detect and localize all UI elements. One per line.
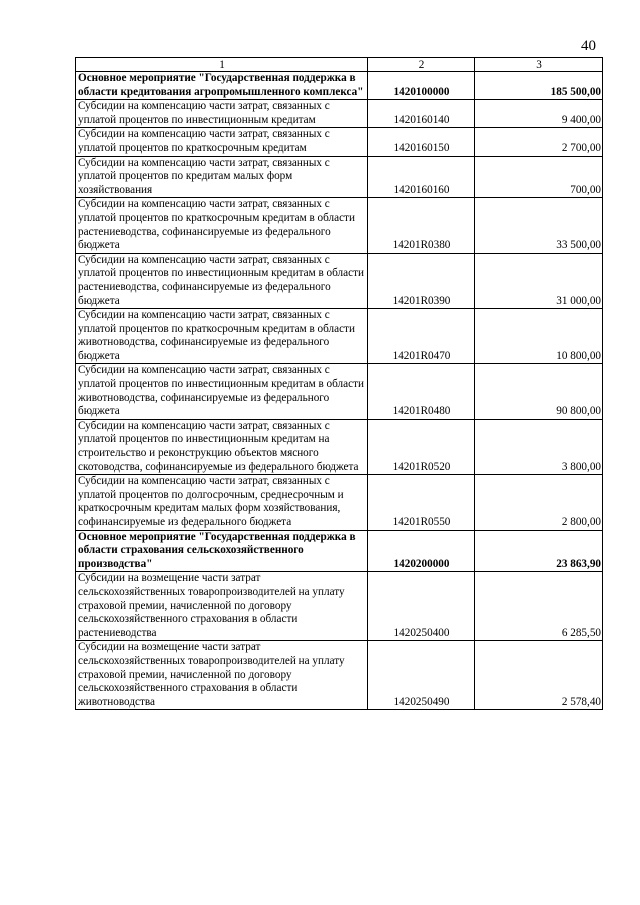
column-header-1: 1	[76, 58, 368, 72]
row-description: Субсидии на компенсацию части затрат, связанных с уплатой процентов по кредитам малых форм хозяйствования	[76, 156, 368, 198]
table-row	[76, 641, 603, 710]
row-code: 14201R0520	[368, 419, 475, 474]
header-row	[76, 58, 603, 72]
table-body	[76, 72, 603, 710]
row-description: Субсидии на компенсацию части затрат, связанных с уплатой процентов по краткосрочным кредитам в области растениеводства, софинансируемые из федерального бюджета	[76, 198, 368, 253]
row-amount: 2 800,00	[475, 475, 603, 530]
row-code: 1420200000	[368, 530, 475, 572]
table-row	[76, 475, 603, 530]
table-row	[76, 253, 603, 308]
row-code: 1420250490	[368, 641, 475, 710]
row-description: Основное мероприятие "Государственная поддержка в области кредитования агропромышленного комплекса"	[76, 72, 368, 100]
row-code: 1420160160	[368, 156, 475, 198]
row-amount: 10 800,00	[475, 309, 603, 364]
row-code: 14201R0480	[368, 364, 475, 419]
table-row	[76, 72, 603, 100]
row-description: Субсидии на компенсацию части затрат, связанных с уплатой процентов по инвестиционным кредитам на строительство и реконструкцию объектов мясного скотоводства, софинансируемые из федерального бюджета	[76, 419, 368, 474]
column-header-2: 2	[368, 58, 475, 72]
table-row	[76, 572, 603, 641]
page-number: 40	[581, 38, 596, 54]
row-code: 1420160140	[368, 100, 475, 128]
row-description: Субсидии на возмещение части затрат сельскохозяйственных товаропроизводителей на уплату страховой премии, начисленной по договору сельскохозяйственного страхования в области растениеводства	[76, 572, 368, 641]
row-amount: 23 863,90	[475, 530, 603, 572]
table-row	[76, 100, 603, 128]
row-description: Субсидии на компенсацию части затрат, связанных с уплатой процентов по краткосрочным кредитам в области животноводства, софинансируемые из федерального бюджета	[76, 309, 368, 364]
row-code: 14201R0380	[368, 198, 475, 253]
row-description: Основное мероприятие "Государственная поддержка в области страхования сельскохозяйственного производства"	[76, 530, 368, 572]
row-description: Субсидии на компенсацию части затрат, связанных с уплатой процентов по краткосрочным кредитам	[76, 128, 368, 156]
row-amount: 2 578,40	[475, 641, 603, 710]
row-description: Субсидии на компенсацию части затрат, связанных с уплатой процентов по инвестиционным кредитам в области животноводства, софинансируемые из федерального бюджета	[76, 364, 368, 419]
row-description: Субсидии на возмещение части затрат сельскохозяйственных товаропроизводителей на уплату страховой премии, начисленной по договору сельскохозяйственного страхования в области животноводства	[76, 641, 368, 710]
row-amount: 6 285,50	[475, 572, 603, 641]
row-amount: 33 500,00	[475, 198, 603, 253]
row-description: Субсидии на компенсацию части затрат, связанных с уплатой процентов по инвестиционным кредитам в области растениеводства, софинансируемые из федерального бюджета	[76, 253, 368, 308]
table-row	[76, 198, 603, 253]
row-amount: 185 500,00	[475, 72, 603, 100]
budget-table	[75, 57, 603, 710]
row-description: Субсидии на компенсацию части затрат, связанных с уплатой процентов по долгосрочным, среднесрочным и краткосрочным кредитам малых форм хозяйствования, софинансируемые из федерального бюджета	[76, 475, 368, 530]
table-row	[76, 364, 603, 419]
row-amount: 31 000,00	[475, 253, 603, 308]
row-amount: 3 800,00	[475, 419, 603, 474]
row-code: 1420250400	[368, 572, 475, 641]
column-header-3: 3	[475, 58, 603, 72]
table-row	[76, 530, 603, 572]
row-amount: 9 400,00	[475, 100, 603, 128]
row-amount: 90 800,00	[475, 364, 603, 419]
row-code: 14201R0470	[368, 309, 475, 364]
table-row	[76, 309, 603, 364]
row-code: 1420160150	[368, 128, 475, 156]
row-amount: 700,00	[475, 156, 603, 198]
row-amount: 2 700,00	[475, 128, 603, 156]
table-row	[76, 156, 603, 198]
row-code: 14201R0550	[368, 475, 475, 530]
table-row	[76, 128, 603, 156]
table-row	[76, 419, 603, 474]
row-code: 14201R0390	[368, 253, 475, 308]
row-code: 1420100000	[368, 72, 475, 100]
row-description: Субсидии на компенсацию части затрат, связанных с уплатой процентов по инвестиционным кредитам	[76, 100, 368, 128]
